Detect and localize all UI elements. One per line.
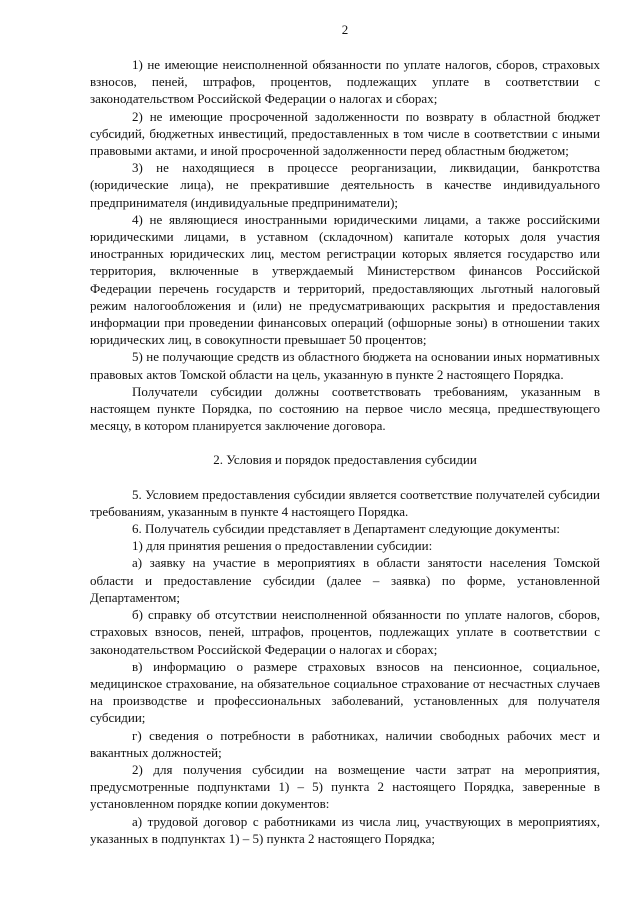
paragraph-subpoint-b: б) справку об отсутствии неисполненной обязанности по уплате налогов, сборов, страховых взносов, пеней, штрафов, процентов, подлежащих уплате в соответствии с законодательством Российской Федерации о налогах и сборах; (90, 607, 600, 657)
paragraph-subpoint-1: 1) для принятия решения о предоставлении субсидии: (132, 538, 433, 554)
paragraph-subpoint-v: в) информацию о размере страховых взносов на пенсионное, социальное, медицинское страхование, на обязательное социальное страхование от несчастных случаев на производстве и профессиональных заболеваний, установленных для получателя субсидии; (90, 658, 600, 726)
paragraph-subpoint-2: 2) для получения субсидии на возмещение части затрат на мероприятия, предусмотренные подпунктами 1) – 5) пункта 2 настоящего Порядка, заверенные в установленном порядке копии документов: (90, 761, 600, 812)
paragraph-requirements-note: Получатели субсидии должны соответствовать требованиям, указанным в настоящем пункте Порядка, по состоянию на первое число месяца, предшествующего месяцу, в котором планируется заключение договора. (90, 383, 600, 434)
page-number: 2 (341, 22, 349, 37)
document-body (90, 56, 600, 847)
paragraph-subpoint-2a: а) трудовой договор с работниками из числа лиц, участвующих в мероприятиях, указанных в подпунктах 1) – 5) пункта 2 настоящего Порядка; (90, 813, 600, 846)
section-heading: 2. Условия и порядок предоставления субсидии (213, 452, 477, 468)
paragraph-subpoint-g: г) сведения о потребности в работниках, наличии свободных рабочих мест и вакантных должностей; (90, 727, 600, 760)
document-page (90, 0, 600, 847)
paragraph-point-6: 6. Получатель субсидии представляет в Департамент следующие документы: (132, 521, 560, 537)
paragraph-item-1: 1) не имеющие неисполненной обязанности по уплате налогов, сборов, страховых взносов, пеней, штрафов, процентов, подлежащих уплате в соответствии с законодательством Российской Федерации о налогах и сборах; (90, 57, 600, 107)
paragraph-item-4: 4) не являющиеся иностранными юридическими лицами, а также российскими юридическими лицами, в уставном (складочном) капитале которых доля участия иностранных юридических лиц, местом регистрации которых является государство или территория, включенные в утверждаемый Министерством финансов Российской Федерации перечень государств и территорий, предоставляющих льготный налоговый режим налогообложения и (или) не предусматривающих раскрытия и предоставления информации при проведении финансовых операций (офшорные зоны) в отношении таких юридических лиц, в совокупности превышает 50 процентов; (90, 211, 600, 348)
paragraph-subpoint-a: а) заявку на участие в мероприятиях в области занятости населения Томской области и предоставление субсидии (далее – заявка) по форме, установленной Департаментом; (90, 555, 600, 605)
paragraph-item-3: 3) не находящиеся в процессе реорганизации, ликвидации, банкротства (юридические лица), не прекратившие деятельность в качестве индивидуального предпринимателя (индивидуальные предприниматели); (90, 160, 600, 210)
paragraph-item-2: 2) не имеющие просроченной задолженности по возврату в областной бюджет субсидий, бюджетных инвестиций, предоставленных в том числе в соответствии с иными правовыми актами, и иной просроченной задолженности перед областным бюджетом; (90, 108, 600, 159)
paragraph-point-5: 5. Условием предоставления субсидии является соответствие получателей субсидии требованиям, указанным в пункте 4 настоящего Порядка. (90, 486, 600, 519)
paragraph-item-5: 5) не получающие средств из областного бюджета на основании иных нормативных правовых актов Томской области на цель, указанную в пункте 2 настоящего Порядка. (90, 349, 600, 382)
